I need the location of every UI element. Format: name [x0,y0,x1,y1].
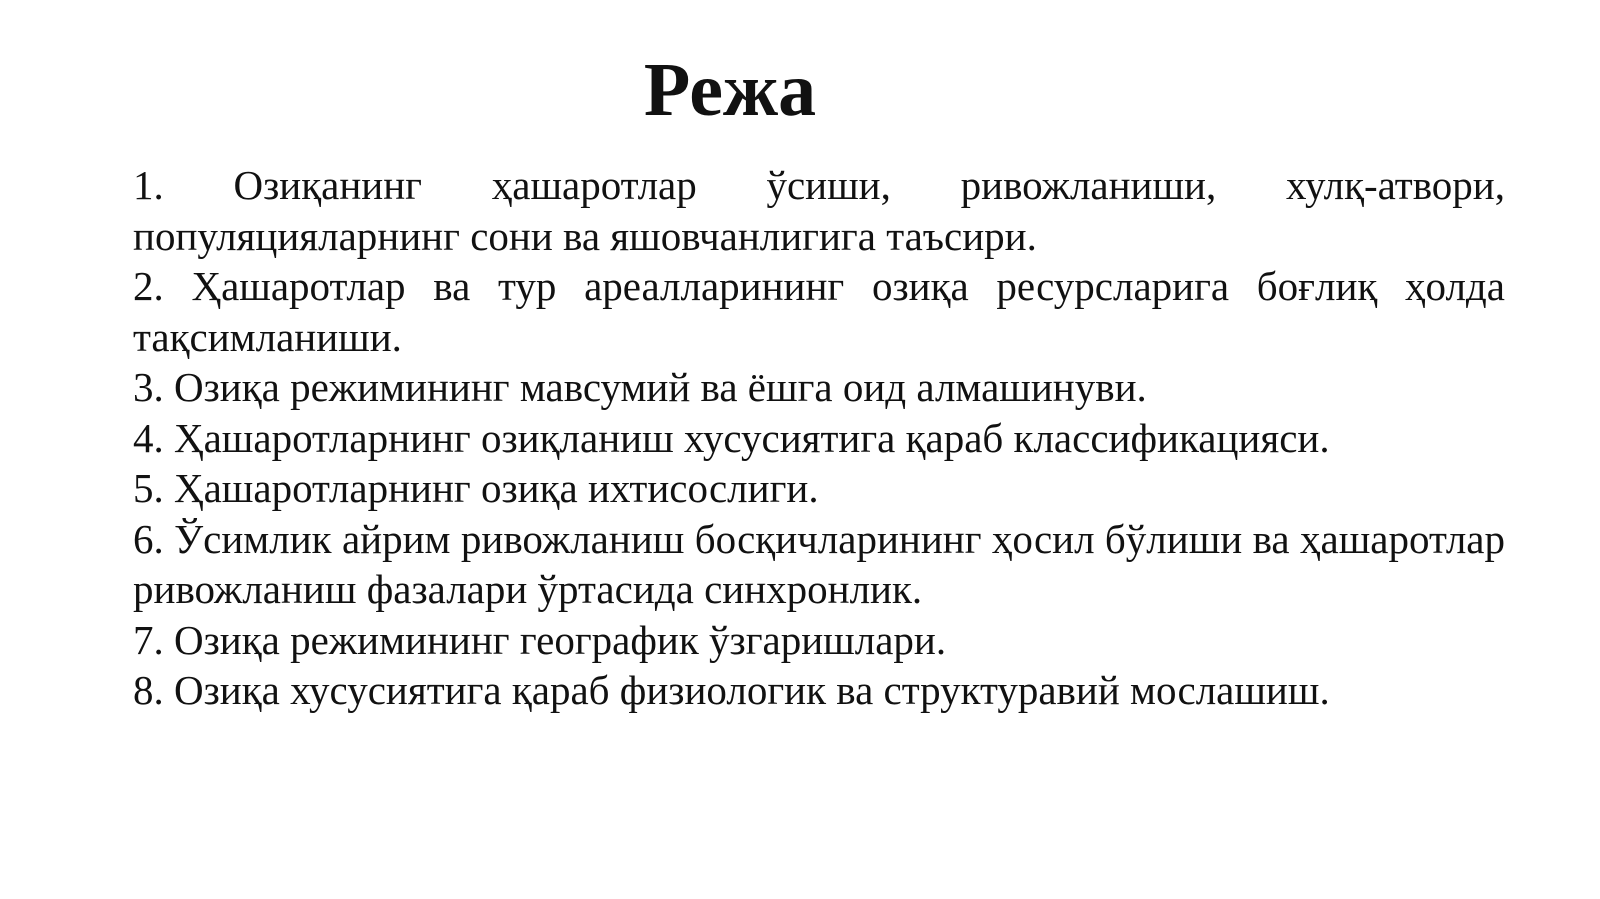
plan-list [133,160,1505,716]
plan-item-7: 7. Озиқа режимининг географик ўзгаришлари. [133,616,947,663]
plan-item-8: 8. Озиқа хусусиятига қараб физиологик ва структуравий мослашиш. [133,667,1330,713]
slide-title: Режа [643,48,817,132]
plan-item-1: 1. Озиқанинг ҳашаротлар ўсиши, ривожланиши, хулқ-атвори, популяцияларнинг сони ва яшовчанлигига таъсири. [133,162,1505,259]
plan-item-2: 2. Ҳашаротлар ва тур ареалларининг озиқа ресурсларига боғлиқ ҳолда тақсимланиши. [133,263,1505,360]
plan-item-6: 6. Ўсимлик айрим ривожланиш босқичларининг ҳосил бўлиши ва ҳашаротлар ривожланиш фазалари ўртасида синхронлик. [133,515,1505,612]
plan-item-4: 4. Ҳашаротларнинг озиқланиш хусусиятига қараб классификацияси. [133,414,1330,461]
plan-item-3: 3. Озиқа режимининг мавсумий ва ёшга оид алмашинуви. [133,364,1147,410]
plan-item-5: 5. Ҳашаротларнинг озиқа ихтисослиги. [133,465,819,511]
